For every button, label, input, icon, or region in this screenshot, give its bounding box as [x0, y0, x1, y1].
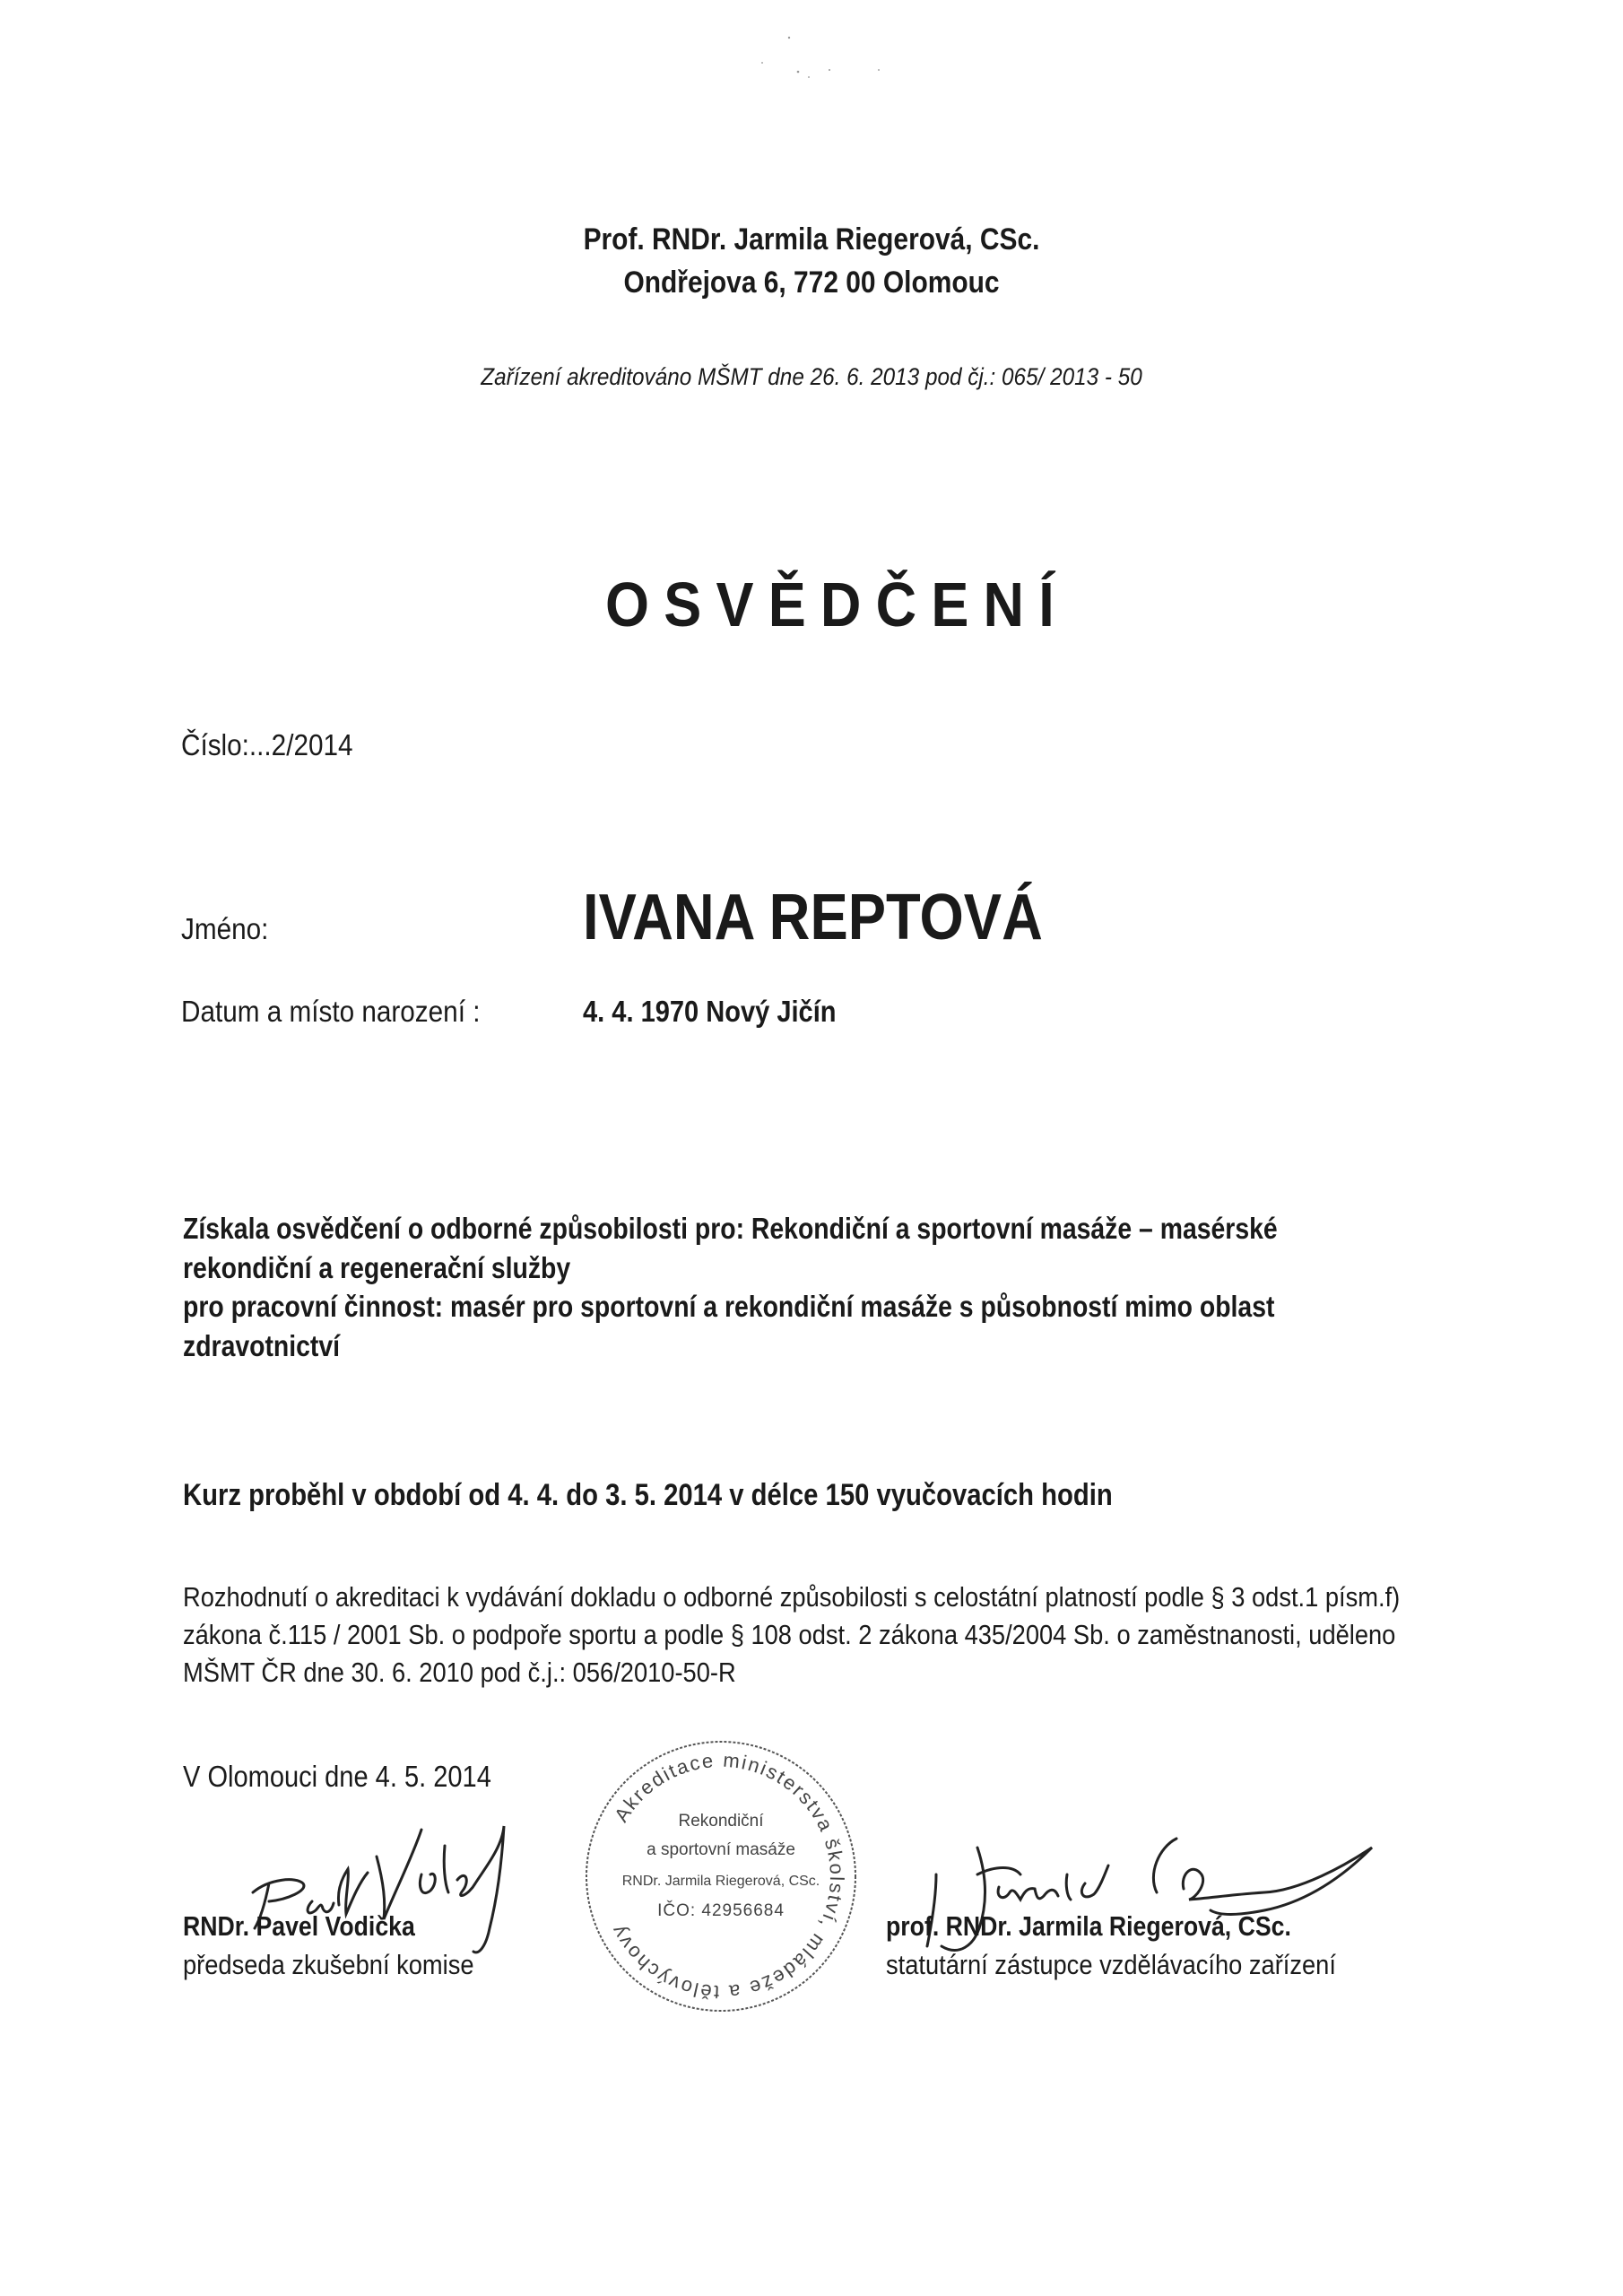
activity-paragraph: [183, 1287, 1501, 1366]
signatory-2-role: statutární zástupce vzdělávacího zařízení: [886, 1949, 1336, 1980]
course-duration: Kurz proběhl v období od 4. 4. do 3. 5. 2014 v délce 150 vyučovacích hodin: [183, 1478, 1113, 1512]
document-title: OSVĚDČENÍ: [605, 570, 1069, 639]
signatory-1-name: RNDr. Pavel Vodička: [183, 1910, 415, 1942]
accreditation-note: Zařízení akreditováno MŠMT dne 26. 6. 2013 pod čj.: 065/ 2013 - 50: [481, 363, 1142, 390]
stamp-line-1: Rekondiční: [678, 1812, 764, 1831]
birth-label: Datum a místo narození :: [181, 995, 481, 1028]
name-label: Jméno:: [181, 912, 269, 945]
decision-line-1: Rozhodnutí o akreditaci k vydávání dokladu o odborné způsobilosti s celostátní platností podle § 3 odst.1 písm.f): [183, 1581, 1401, 1613]
issuer-name: Prof. RNDr. Jarmila Riegerová, CSc.: [583, 222, 1040, 257]
signatory-1-role: předseda zkušební komise: [183, 1949, 474, 1980]
official-stamp: [577, 1733, 864, 2020]
stamp-line-4: IČO: 42956684: [657, 1901, 785, 1920]
stamp-ring-text: Akreditace ministerstva školství, mládeže a tělovýchovy: [605, 1748, 849, 2005]
decision-paragraph: [183, 1578, 1501, 1692]
place-and-date: V Olomouci dne 4. 5. 2014: [183, 1760, 491, 1793]
stamp-line-3: RNDr. Jarmila Riegerová, CSc.: [621, 1874, 820, 1889]
qualification-line-2: rekondiční a regenerační služby: [183, 1251, 571, 1284]
issuer-address: Ondřejova 6, 772 00 Olomouc: [623, 265, 1000, 300]
decision-line-2: zákona č.115 / 2001 Sb. o podpoře sportu a podle § 108 odst. 2 zákona 435/2004 Sb. o zaměstnanosti, uděleno: [183, 1619, 1396, 1650]
scan-speck-marks: [735, 18, 915, 90]
birth-value: 4. 4. 1970 Nový Jičín: [583, 995, 837, 1028]
stamp-line-2: a sportovní masáže: [647, 1840, 795, 1859]
decision-line-3: MŠMT ČR dne 30. 6. 2010 pod č.j.: 056/2010-50-R: [183, 1657, 736, 1688]
certificate-number: Číslo:...2/2014: [181, 728, 353, 761]
holder-name: IVANA REPTOVÁ: [583, 882, 1043, 953]
signatory-2-name: prof. RNDr. Jarmila Riegerová, CSc.: [886, 1910, 1291, 1942]
qualification-paragraph: [183, 1209, 1501, 1288]
qualification-line-1: Získala osvědčení o odborné způsobilosti pro: Rekondiční a sportovní masáže – masérské: [183, 1212, 1278, 1245]
activity-line-2: zdravotnictví: [183, 1329, 341, 1362]
activity-line-1: pro pracovní činnost: masér pro sportovní a rekondiční masáže s působností mimo oblast: [183, 1290, 1275, 1323]
